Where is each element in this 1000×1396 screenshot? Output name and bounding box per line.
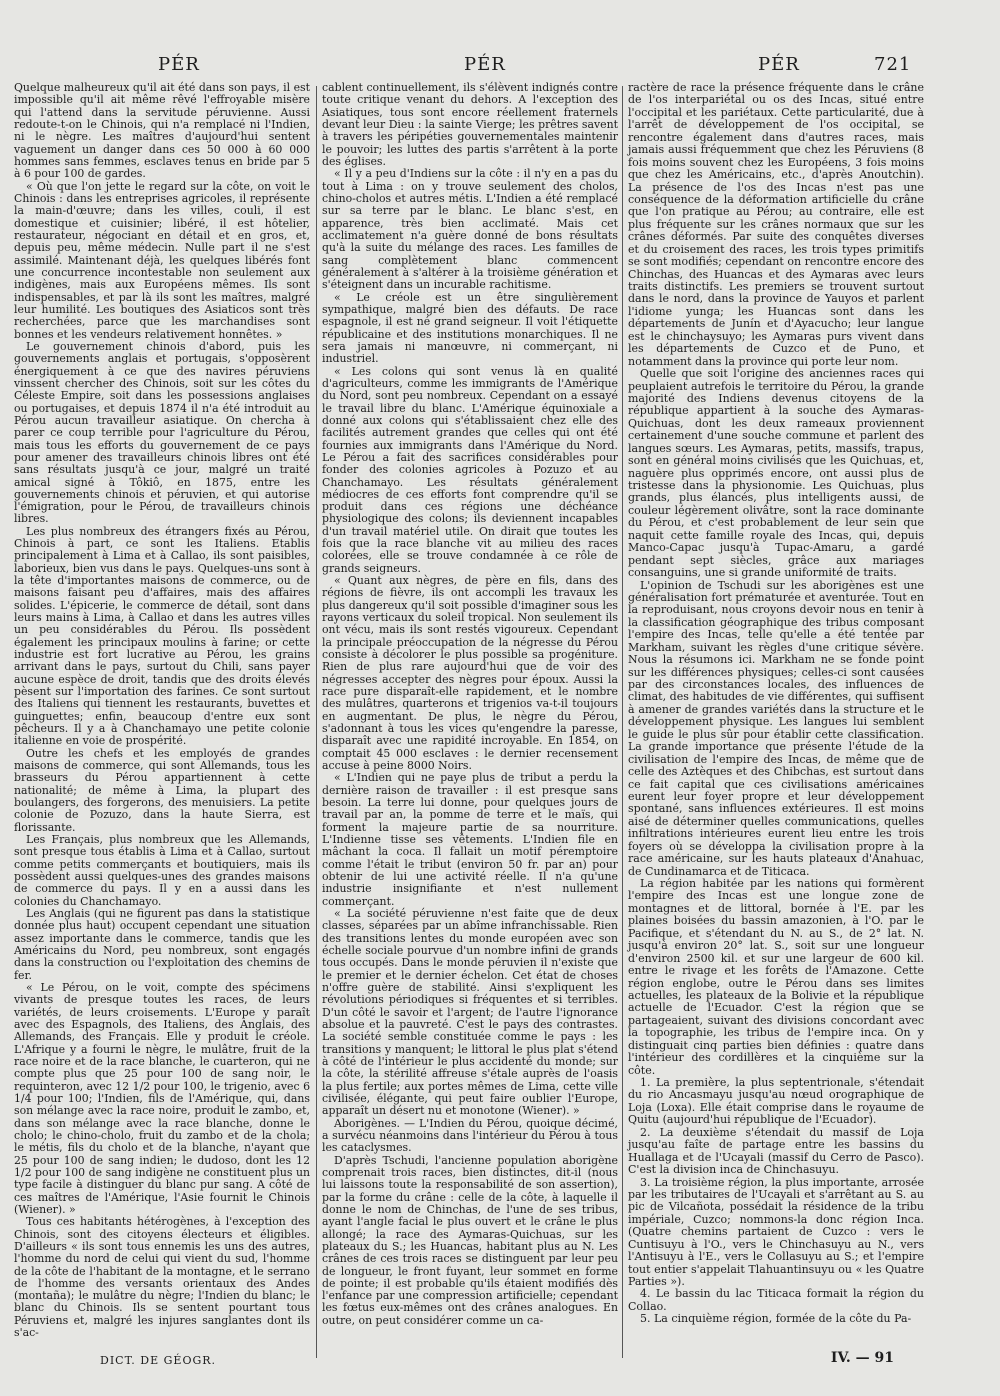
paragraph: « Les colons qui sont venus là en qualité d'agriculteurs, comme les immigrants de l'Amérique du Nord, sont peu nombreux. Cependant on a essayé le travail libre du blanc. L'Amérique équinoxiale a donné aux colons qui s'établissaient chez elle des facilités autrement grandes que celles qui ont été fournies aux immigrants dans l'Amérique du Nord. Le Pérou a fait des sacrifices considérables pour fonder des colonies agricoles à Pozuzo et au Chanchamayo. Les résultats généralement médiocres de ces efforts font comprendre qu'il se produit dans ces régions une déchéance physiologique des colons; ils deviennent incapables d'un travail matériel utile. On dirait que toutes les fois que la race blanche vit au milieu des races colorées, elle se trouve condamnée à ce rôle de grands seigneurs. bbox=[322, 364, 618, 575]
paragraph: « Où que l'on jette le regard sur la côte, on voit le Chinois : dans les entreprises agricoles, il représente la main-d'œuvre; dans les villes, couli, il est domestique et cuisinier; libéré, il est hôtelier, restaurateur, négociant en détail et en gros, et, depuis peu, même médecin. Nulle part il ne s'est assimilé. Maintenant déjà, les quelques libérés font une concurrence incontestable non seulement aux indigènes, mais aux Européens mêmes. Ils sont indispensables, et par là ils sont les maîtres, malgré leur humilité. Les boutiques des Asiaticos sont très recherchées, parce que les marchandises sont bonnes et les vendeurs relativement honnêtes. » bbox=[14, 179, 310, 341]
page-number: 721 bbox=[874, 54, 912, 75]
header-center: PÉR bbox=[464, 54, 506, 75]
paragraph: Les Anglais (qui ne figurent pas dans la statistique donnée plus haut) occupent cependant une situation assez importante dans le commerce, tandis que les Américains du Nord, peu nombreux, sont engagés dans la construction ou l'exploitation des chemins de fer. bbox=[14, 906, 310, 982]
paragraph: ractère de race la présence fréquente dans le crâne de l'os interpariétal ou os des Incas, situé entre l'occipital et les pariétaux. Cette particularité, due à l'arrêt de développement de l'os occipital, se rencontre également dans d'autres races, mais jamais aussi fréquemment que chez les Péruviens (8 fois moins souvent chez les Européens, 3 fois moins que chez les Américains, etc., d'après Anoutchin). La présence de l'os des Incas n'est pas une conséquence de la déformation artificielle du crâne que l'on pratique au Pérou; au contraire, elle est plus fréquente sur les crânes normaux que sur les crânes déformés. Par suite des conquêtes diverses et du croisement des races, les trois types primitifs se sont modifiés; cependant on rencontre encore des Chinchas, des Huancas et des Aymaras avec leurs traits distinctifs. Les premiers se trouvent surtout dans le nord, dans la province de Yauyos et parlent l'idiome yunga; les Huancas sont dans les départements de Junín et d'Ayacucho; leur langue est le chinchaysuyo; les Aymaras purs vivent dans les départements de Cuzco et de Puno, et notamment dans la province qui porte leur nom. bbox=[628, 81, 924, 368]
paragraph: « L'Indien qui ne paye plus de tribut a perdu la dernière raison de travailler : il est presque sans besoin. La terre lui donne, pour quelques jours de travail par an, la pomme de terre et le maïs, qui forment la majeure partie de sa nourriture. L'Indienne tisse ses vêtements. L'Indien file en mâchant la coca. Il fallait un motif péremptoire comme l'était le tribut (environ 50 fr. par an) pour obtenir de lui une activité réelle. Il n'a qu'une industrie insignifiante et n'est nullement commerçant. bbox=[322, 771, 618, 908]
paragraph: Aborigènes. — L'Indien du Pérou, quoique décimé, a survécu néanmoins dans l'intérieur du Pérou à tous les cataclysmes. bbox=[322, 1116, 618, 1155]
paragraph: La région habitée par les nations qui formèrent l'empire des Incas est une longue zone de montagnes et de littoral, bornée à l'E. par les plaines boisées du bassin amazonien, à l'O. par le Pacifique, et s'étendant du N. au S., de 2° lat. N. jusqu'à environ 20° lat. S., soit sur une longueur d'environ 2500 kil. et sur une largeur de 600 kil. entre le rivage et les forêts de l'Amazone. Cette région englobe, outre le Pérou dans ses limites actuelles, les plateaux de la Bolivie et la république actuelle de l'Ecuador. C'est la région que se partageaient, suivant des divisions concordant avec la topographie, les tribus de l'empire inca. On y distinguait cinq parties bien définies : quatre dans l'intérieur des cordillères et la cinquième sur la côte. bbox=[628, 877, 924, 1077]
paragraph: L'opinion de Tschudi sur les aborigènes est une généralisation fort prématurée et aventurée. Tout en la reproduisant, nous croyons devoir nous en tenir à la classification géographique des tribus composant l'empire des Incas, telle qu'elle a été tentée par Markham, suivant les règles d'une critique sévère. Nous la résumons ici. Markham ne se fonde point sur les différences physiques; celles-ci sont causées par des circonstances locales, des influences de climat, des habitudes de vie différentes, qui suffisent à amener de grandes variétés dans la structure et le développement physique. Les langues lui semblent le guide le plus sûr pour établir cette classification. La grande importance que présente l'étude de la civilisation de l'empire des Incas, de même que de celle des Aztèques et des Chibchas, est surtout dans ce fait capital que ces civilisations américaines eurent leur foyer propre et leur développement spontané, sans influences extérieures. Il est moins aisé de déterminer quelles communications, quelles infiltrations intérieures eurent lieu entre les trois foyers où se développa la civilisation propre à la race américaine, sur les hauts plateaux d'Anahuac, de Cundinamarca et de Titicaca. bbox=[628, 578, 924, 878]
paragraph: Les plus nombreux des étrangers fixés au Pérou, Chinois à part, ce sont les Italiens. Etablis principalement à Lima et à Callao, ils sont paisibles, laborieux, bien vus dans le pays. Quelques-uns sont à la tête d'importantes maisons de commerce, ou de maisons faisant peu d'affaires, mais des affaires solides. L'épicerie, le commerce de détail, sont dans leurs mains à Lima, à Callao et dans les autres villes un peu considérables du Pérou. Ils possèdent également les principaux moulins à farine; or cette industrie est fort lucrative au Pérou, les grains arrivant dans le pays, surtout du Chili, sans payer aucune espèce de droit, tandis que des droits élevés pèsent sur l'importation des farines. Ce sont surtout des Italiens qui tiennent les restaurants, buvettes et guinguettes; enfin, beaucoup d'entre eux sont pêcheurs. Il y a à Chanchamayo une petite colonie italienne en voie de prospérité. bbox=[14, 524, 310, 748]
paragraph: Les Français, plus nombreux que les Allemands, sont presque tous établis à Lima et à Callao, surtout comme petits commerçants et boutiquiers, mais ils possèdent aussi quelques-unes des grandes maisons de commerce du pays. Il y en a aussi dans les colonies du Chanchamayo. bbox=[14, 833, 310, 908]
paragraph: « Le Pérou, on le voit, compte des spécimens vivants de presque toutes les races, de leurs variétés, de leurs croisements. L'Europe y paraît avec des Espagnols, des Italiens, des Anglais, des Allemands, des Français. Elle y produit le créole. L'Afrique y a fourni le nègre, le mulâtre, fruit de la race noire et de la race blanche, le cuarteron, qui ne compte plus que 25 pour 100 de sang noir, le requinteron, avec 12 1/2 pour 100, le trigenio, avec 6 1/4 pour 100; l'Indien, fils de l'Amérique, qui, dans son mélange avec la race noire, produit le zambo, et, dans son mélange avec la race blanche, donne le cholo; le chino-cholo, fruit du zambo et de la chola; le métis, fils du cholo et de la blanche, n'ayant que 25 pour 100 de sang indien; le dudoso, dont les 12 1/2 pour 100 de sang indigène ne constituent plus un type facile à distinguer du blanc pur sang. A côté de ces maîtres de l'Amérique, l'Asie fournit le Chinois (Wiener). » bbox=[14, 980, 310, 1216]
paragraph: Le gouvernement chinois d'abord, puis les gouvernements anglais et portugais, s'opposèrent énergiquement à ce que des navires péruviens vinssent chercher des Chinois, soit sur les côtes du Céleste Empire, soit dans les possessions anglaises ou portugaises, et depuis 1874 il n'a été introduit au Pérou aucun travailleur asiatique. On chercha à parer ce coup terrible pour l'agriculture du Pérou, mais tous les efforts du gouvernement de ce pays pour amener des travailleurs chinois libres ont été sans résultats jusqu'à ce jour, malgré un traité amical signé à Tôkiô, en 1875, entre les gouvernements chinois et péruvien, et qui autorise l'émigration, pour le Pérou, de travailleurs chinois libres. bbox=[14, 339, 310, 526]
paragraph: Outre les chefs et les employés de grandes maisons de commerce, qui sont Allemands, tous les brasseurs du Pérou appartiennent à cette nationalité; de même à Lima, la plupart des boulangers, des forgerons, des menuisiers. La petite colonie de Pozuzo, dans la haute Sierra, est florissante. bbox=[14, 746, 310, 834]
paragraph: 4. Le bassin du lac Titicaca formait la région du Collao. bbox=[628, 1287, 924, 1313]
paragraph: 3. La troisième région, la plus importante, arrosée par les tributaires de l'Ucayali et s'arrêtant au S. au pic de Vilcañota, possédait la résidence de la tribu impériale, Cuzco; nommons-la donc région Inca. (Quatre chemins partaient de Cuzco : vers le Cuntisuyu à l'O., vers le Chinchasuyu au N., vers l'Antisuyu à l'E., vers le Collasuyu au S.; et l'empire tout entier s'appelait Tlahuantinsuyu ou « les Quatre Parties »). bbox=[628, 1175, 924, 1288]
header-left: PÉR bbox=[158, 54, 200, 75]
paragraph: 5. La cinquième région, formée de la côte du Pa- bbox=[640, 1312, 912, 1326]
paragraph: « La société péruvienne n'est faite que de deux classes, séparées par un abîme infranchissable. Rien des transitions lentes du monde européen avec son échelle sociale pourvue d'un nombre infini de grands tous occupés. Dans le monde péruvien il n'existe que le premier et le dernier échelon. Cet état de choses n'offre guère de stabilité. Ainsi s'expliquent les révolutions périodiques si fréquentes et si terribles. D'un côté le savoir et l'argent; de l'autre l'ignorance absolue et la pauvreté. C'est le pays des contrastes. La société semble constituée comme le pays : les transitions y manquent; le littoral le plus plat s'étend à côté de l'intérieur le plus accidenté du monde; sur la côte, la stérilité affreuse s'étale auprès de l'oasis la plus fertile; aux portes mêmes de Lima, cette ville civilisée, élégante, qui peut faire oublier l'Europe, apparaît un désert nu et monotone (Wiener). » bbox=[322, 906, 618, 1118]
paragraph: D'après Tschudi, l'ancienne population aborigène comprenait trois races, bien distinctes, dit-il (nous lui laissons toute la responsabilité de son assertion), par la forme du crâne : celle de la côte, à laquelle il donne le nom de Chinchas, de l'une de ses tribus, ayant l'angle facial le plus ouvert et le crâne le plus allongé; la race des Aymaras-Quichuas, sur les plateaux du S.; les Huancas, habitant plus au N. Les crânes de ces trois races se distinguent par leur peu de longueur, le front fuyant, leur sommet en forme de pointe; il est probable qu'ils étaient modifiés dès l'enfance par une compression artificielle; cependant les fœtus eux-mêmes ont des crânes analogues. En outre, on peut considérer comme un ca- bbox=[322, 1153, 618, 1327]
column-2 bbox=[322, 82, 618, 1327]
header-right: PÉR bbox=[758, 54, 800, 75]
column-divider-1 bbox=[316, 86, 317, 1358]
paragraph: Quelque malheureux qu'il ait été dans son pays, il est impossible qu'il ait même rêvé l'effroyable misère qui l'attend dans la servitude péruvienne. Aussi redoute-t-on le Chinois, qui n'a remplacé ni l'Indien, ni le nègre. Les maîtres d'aujourd'hui sentent vaguement un danger dans ces 50 000 à 60 000 hommes sans femmes, esclaves tenus en bride par 5 à 6 pour 100 de gardes. bbox=[14, 81, 310, 181]
signature-mark: IV. — 91 bbox=[830, 1350, 894, 1366]
paragraph: « Il y a peu d'Indiens sur la côte : il n'y en a pas du tout à Lima : on y trouve seulement des cholos, chino-cholos et autres métis. L'Indien a été remplacé sur sa terre par le blanc. Le blanc s'est, en apparence, très bien acclimaté. Mais cet acclimatement n'a guère donné de bons résultats qu'à la suite du mélange des races. Les familles de sang complètement blanc commencent généralement à s'altérer à la troisième génération et s'éteignent dans un incurable rachitisme. bbox=[322, 167, 618, 292]
paragraph: 1. La première, la plus septentrionale, s'étendait du rio Ancasmayu jusqu'au nœud orographique de Loja (Loxa). Elle était comprise dans le royaume de Quitu (aujourd'hui république de l'Ecuador). bbox=[628, 1076, 924, 1127]
column-3 bbox=[628, 82, 924, 1326]
footer-title: DICT. DE GÉOGR. bbox=[100, 1354, 217, 1367]
paragraph: Tous ces habitants hétérogènes, à l'exception des Chinois, sont des citoyens électeurs et éligibles. D'ailleurs « ils sont tous ennemis les uns des autres, l'homme du nord de celui qui vient du sud, l'homme de la côte de l'habitant de la montagne, et le serrano de l'homme des versants orientaux des Andes (montaña); le mulâtre du nègre; l'Indien du blanc; le blanc du Chinois. Ils se sentent pourtant tous Péruviens et, malgré les injures sanglantes dont ils s'ac- bbox=[14, 1215, 310, 1340]
paragraph: Quelle que soit l'origine des anciennes races qui peuplaient autrefois le territoire du Pérou, la grande majorité des Indiens devenus citoyens de la république appartient à la souche des Aymaras-Quichuas, dont les deux rameaux proviennent certainement d'une souche commune et parlent des langues sœurs. Les Aymaras, petits, massifs, trapus, sont en général moins civilisés que les Quichuas, et, naguère plus opprimés encore, ont aussi plus de tristesse dans la physionomie. Les Quichuas, plus grands, plus élancés, plus intelligents aussi, de couleur légèrement olivâtre, sont la race dominante du Pérou, et c'est probablement de leur sein que naquit cette famille royale des Incas, qui, depuis Manco-Capac jusqu'à Tupac-Amaru, a gardé pendant sept siècles, grâce aux mariages consanguins, une si grande uniformité de traits. bbox=[628, 367, 924, 580]
paragraph: cablent continuellement, ils s'élèvent indignés contre toute critique venant du dehors. A l'exception des Asiatiques, tous sont encore réellement fraternels devant leur Dieu : la sainte Vierge; les prêtres savent à travers les péripéties gouvernementales maintenir le pouvoir; les luttes des partis s'arrêtent à la porte des églises. bbox=[322, 81, 618, 168]
paragraph: 2. La deuxième s'étendait du massif de Loja jusqu'au faîte de partage entre les bassins du Huallaga et de l'Ucayali (massif du Cerro de Pasco). C'est la division inca de Chinchasuyu. bbox=[628, 1125, 924, 1177]
paragraph: « Quant aux nègres, de père en fils, dans des régions de fièvre, ils ont accompli les travaux les plus dangereux qu'il soit possible d'imaginer sous les rayons verticaux du soleil tropical. Non seulement ils ont vécu, mais ils sont restés vigoureux. Cependant la principale préoccupation de la négresse du Pérou consiste à décolorer le plus possible sa progéniture. Rien de plus rare aujourd'hui que de voir des négresses accepter des nègres pour époux. Aussi la race pure disparaît-elle rapidement, et le nombre des mulâtres, quarterons et trigenios va-t-il toujours en augmentant. De plus, le nègre du Pérou, s'adonnant à tous les vices qu'engendre la paresse, disparaît avec une rapidité incroyable. En 1854, on comptait 45 000 esclaves : le dernier recensement accuse à peine 8000 Noirs. bbox=[322, 574, 618, 773]
paragraph: « Le créole est un être singulièrement sympathique, malgré bien des défauts. De race espagnole, il est né grand seigneur. Il voit l'étiquette républicaine et des institutions monarchiques. Il ne sera jamais ni manœuvre, ni commerçant, ni industriel. bbox=[322, 290, 618, 366]
column-1 bbox=[14, 82, 310, 1339]
column-divider-2 bbox=[622, 86, 623, 1358]
